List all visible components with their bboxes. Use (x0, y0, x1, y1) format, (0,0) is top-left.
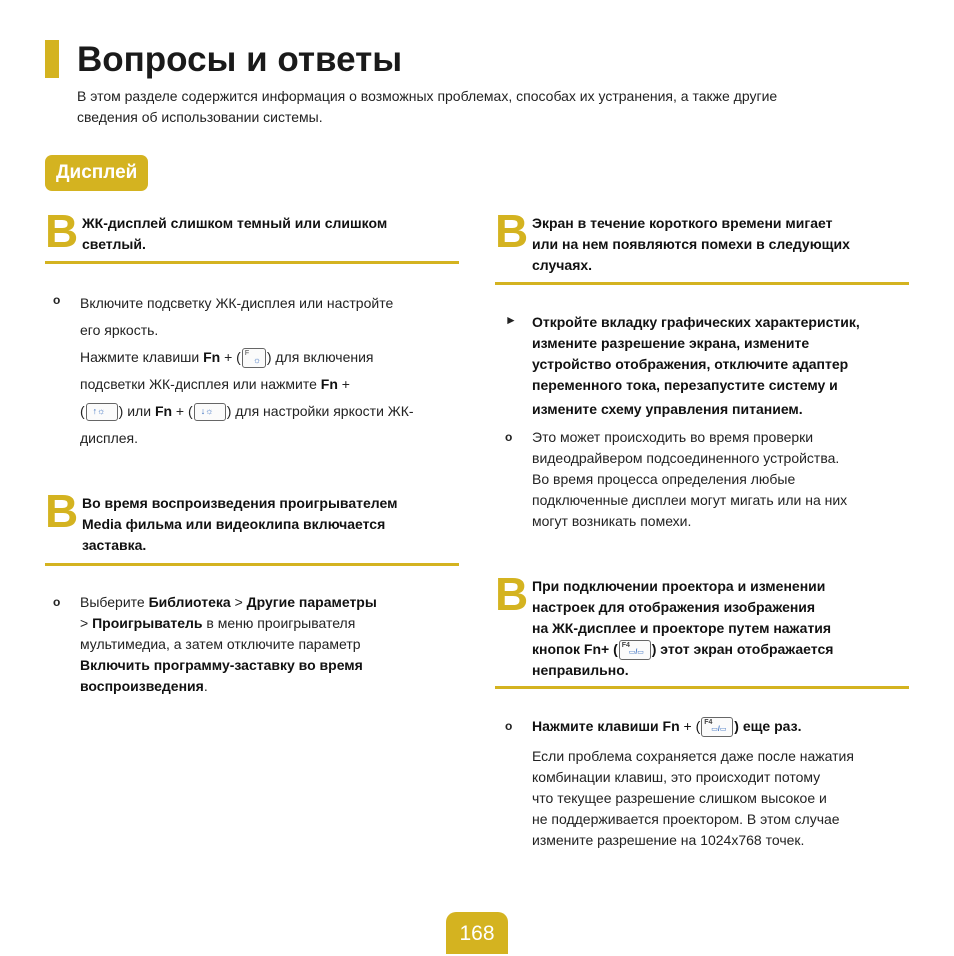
answer-text: Это может происходить во время проверки видеодрайвером подсоединенного устройства. Во время процесса определения любые подключенные дисплеи могут мигать или на них могут возникать помехи. (532, 429, 848, 529)
intro-line: В этом разделе содержится информация о возможных проблемах, способах их устранения, а также другие (77, 88, 778, 104)
answer-block (505, 312, 909, 422)
bullet-circle: o (505, 719, 513, 733)
title-accent-bar (45, 40, 59, 78)
question-text: Экран в течение короткого времени мигает или на нем появляются помехи в следующих случаях. (532, 215, 850, 273)
answer-block (53, 290, 459, 460)
answer-text: Нажмите клавиши Fn + ( F4 ▭/▭ ) еще раз. Если проблема сохраняется даже после нажатия комбинации клавиш, это происходит потому что текущее разрешение слишком высокое и не поддерживается проектором. В этом случае измените разрешение на 1024x768 точек. (532, 718, 854, 849)
question-marker: B (495, 568, 529, 620)
display-switch-key-icon: F4 ▭/▭ (701, 717, 733, 737)
answer-block (505, 427, 909, 537)
intro-text (77, 86, 897, 128)
question-marker: B (45, 205, 79, 257)
question-block (45, 485, 459, 557)
brightness-up-key-icon: ↑☼ (86, 403, 118, 421)
display-switch-key-icon: F4 ▭/▭ (619, 640, 651, 660)
question-text: ЖК-дисплей слишком темный или слишком светлый. (82, 215, 388, 252)
brightness-down-key-icon: ↓☼ (194, 403, 226, 421)
answer-text: Откройте вкладку графических характеристик, измените разрешение экрана, измените устройство отображения, отключите адаптер переменного тока, перезапустите систему и измените схему управления питанием. (532, 314, 860, 417)
question-text: При подключении проектора и изменении настроек для отображения изображения на ЖК-дисплее и проекторе путем нажатия кнопок Fn+ ( F4 ▭/▭ ) этот экран отображается неправильно. (532, 578, 834, 679)
question-divider (495, 686, 909, 689)
question-block (495, 205, 909, 277)
question-marker: B (45, 485, 79, 537)
answer-text: Включите подсветку ЖК-дисплея или настройте его яркость. Нажмите клавиши Fn + ( F ☼ ) для включения подсветки ЖК-дисплея или нажмите Fn + ( ↑☼ ) или Fn + ( ↓☼ ) для настройки яркости ЖК- дисплея. (80, 295, 414, 446)
page-number: 168 (446, 912, 508, 954)
intro-line: сведения об использовании системы. (77, 109, 323, 125)
question-divider (495, 282, 909, 285)
backlight-key-icon: F ☼ (242, 348, 266, 368)
bullet-circle: o (53, 595, 61, 609)
bullet-arrow: ► (505, 313, 517, 327)
question-divider (45, 261, 459, 264)
bullet-circle: o (505, 430, 513, 444)
question-marker: B (495, 205, 529, 257)
section-label: Дисплей (45, 155, 148, 191)
bullet-circle: o (53, 293, 61, 307)
page-title: Вопросы и ответы (77, 40, 403, 79)
question-divider (45, 563, 459, 566)
answer-text: Выберите Библиотека > Другие параметры > Проигрыватель в меню проигрывателя мультимедиа, а затем отключите параметр Включить программу-заставку во время воспроизведения. (80, 594, 377, 694)
question-block (495, 568, 909, 682)
question-block (45, 205, 459, 257)
answer-block (53, 592, 459, 702)
question-text: Во время воспроизведения проигрывателем Media фильма или видеоклипа включается заставка. (82, 495, 398, 553)
answer-block (505, 716, 909, 856)
